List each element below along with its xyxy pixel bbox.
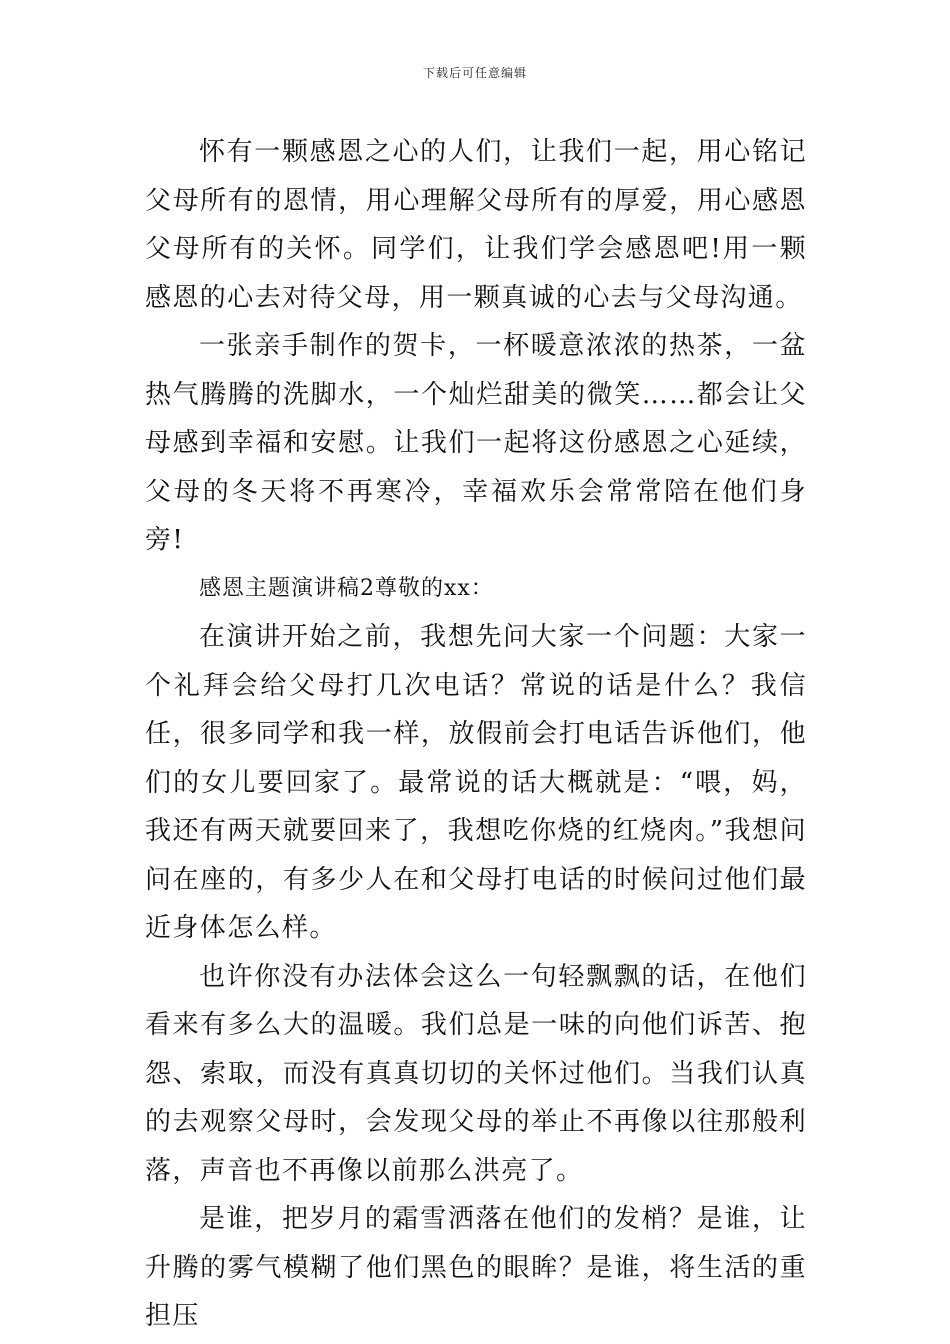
paragraph-2: 一张亲手制作的贺卡，一杯暖意浓浓的热茶，一盆热气腾腾的洗脚水，一个灿烂甜美的微笑……都会让父母感到幸福和安慰。让我们一起将这份感恩之心延续，父母的冬天将不再寒冷，幸福欢乐会常常陪在他们身旁! — [145, 331, 807, 555]
paragraph-3: 在演讲开始之前，我想先问大家一个问题：大家一个礼拜会给父母打几次电话？常说的话是什么？我信任，很多同学和我一样，放假前会打电话告诉他们，他们的女儿要回家了。最常说的话大概就是：“喂，妈，我还有两天就要回来了，我想吃你烧的红烧肉。”我想问问在座的，有多少人在和父母打电话的时候问过他们最近身体怎么样。 — [145, 622, 807, 943]
paragraph-5: 是谁，把岁月的霜雪洒落在他们的发梢？是谁，让升腾的雾气模糊了他们黑色的眼眸？是谁，将生活的重担压 — [145, 1204, 807, 1331]
paragraph-4: 也许你没有办法体会这么一句轻飘飘的话，在他们看来有多么大的温暖。我们总是一味的向他们诉苦、抱怨、索取，而没有真真切切的关怀过他们。当我们认真的去观察父母时，会发现父母的举止不再像以往那般利落，声音也不再像以前那么洪亮了。 — [145, 961, 807, 1186]
section-heading: 感恩主题演讲稿2尊敬的xx： — [199, 575, 494, 601]
paragraph-1: 怀有一颗感恩之心的人们，让我们一起，用心铭记父母所有的恩情，用心理解父母所有的厚爱，用心感恩父母所有的关怀。同学们，让我们学会感恩吧!用一颗感恩的心去对待父母，用一颗真诚的心去与父母沟通。 — [145, 137, 807, 313]
document-body — [145, 128, 807, 1341]
page-header: 下载后可任意编辑 — [422, 66, 527, 80]
